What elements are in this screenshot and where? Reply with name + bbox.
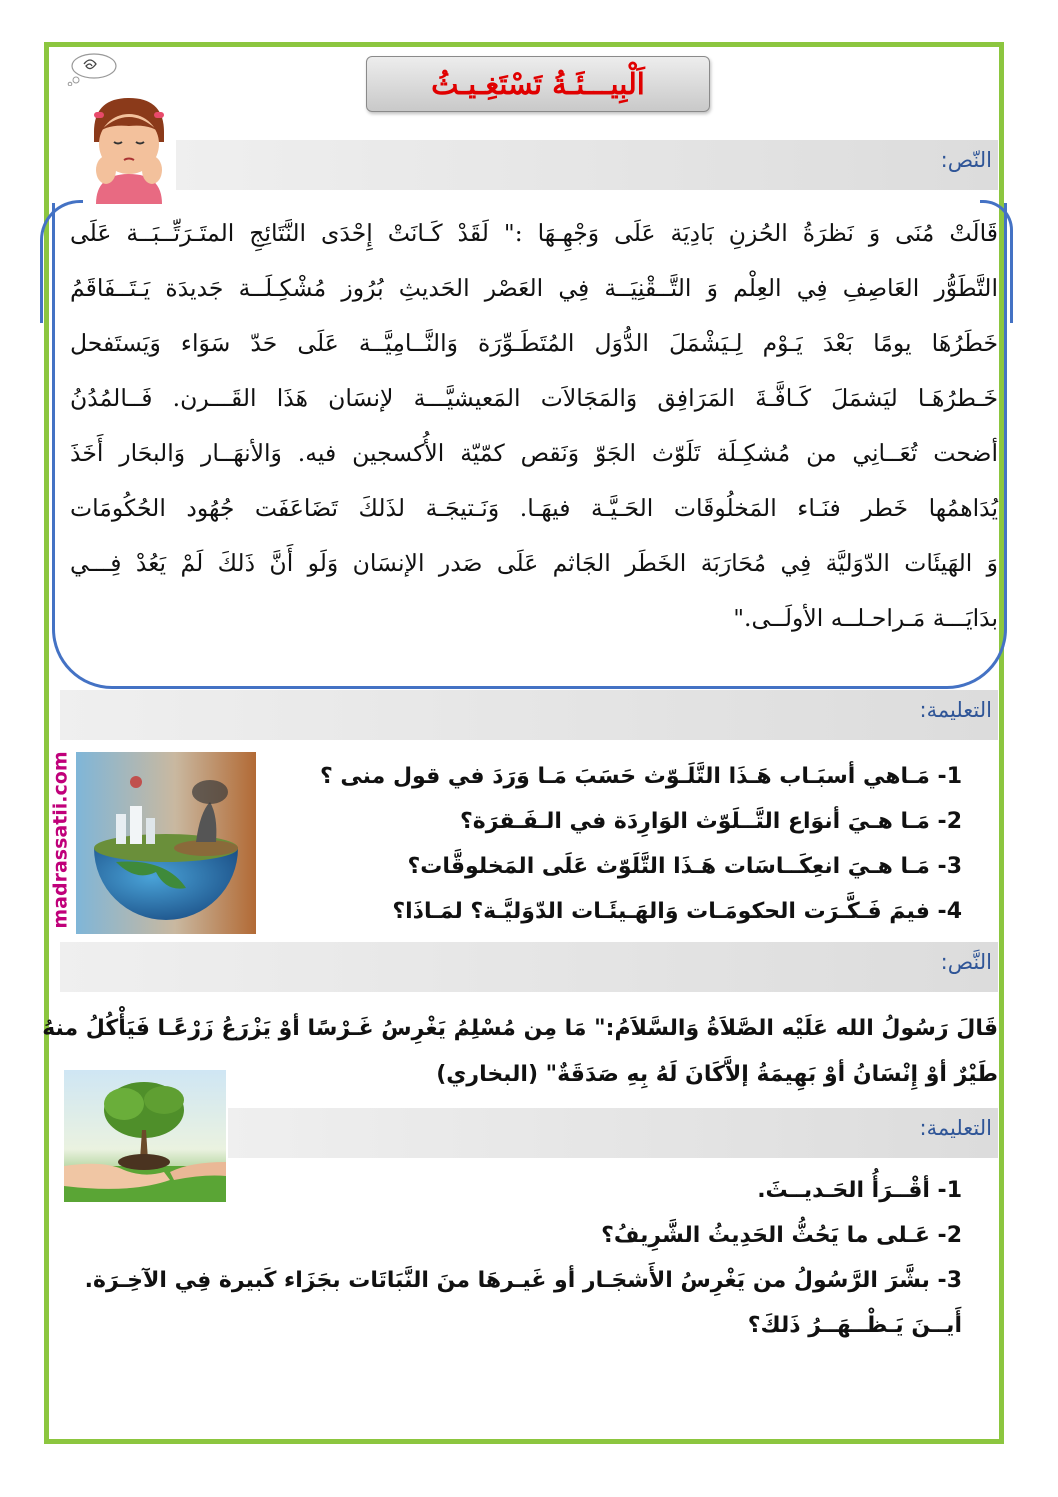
passage-line: خَـطرُهَـا ليَشمَلَ كَـافَّـةَ المَرَافِق وَالمَجَالاَت المَعيشيَّـــة لإنسَان هَذَا القَـــرن. فَــالمُدُنُ — [70, 384, 998, 412]
question-list-2 — [72, 1168, 962, 1348]
instruction-header-2 — [228, 1108, 998, 1158]
passage-line: يُدَاهمُها خَطر فنَـاء المَخلُوقَات الحَـيَّـة فيهَـا. وَنَـتيجَـة لذَلكَ تَضَاعَفَت جُهُود الحُكُومَات — [70, 494, 998, 522]
question-list-1 — [320, 754, 962, 934]
passage-line: بدَايَـــة مَـراحـلــه الأولَــى." — [733, 604, 998, 632]
site-watermark — [46, 720, 76, 960]
sad-girl-icon — [86, 92, 172, 204]
question-item: 3- بشَّرَ الرَّسُولُ من يَغْرِسُ الأَشجَـار أو غَيـرهَا منَ النَّبَاتَات بجَزَاء كَبيرة فِي الآخِـرَة. أَيــنَ يَـظْــهَــرُ ذَلكَ؟ — [84, 1268, 962, 1338]
question-item: 2- مَـا هـيَ أنوَاع التَّــلَوّث الوَارِدَة في الـفَـقرَة؟ — [459, 809, 962, 834]
section-header-label: النَّص: — [940, 950, 992, 974]
watermark-text: madrassatii.com — [50, 751, 73, 929]
hadith-line: طَيْرٌ أوْ إِنْسَانُ أوْ بَهِيمَةُ إلاَّكَانَ لَهُ بِهِ صَدَقَةٌ" (البخاري) — [436, 1062, 998, 1087]
polluted-earth-image — [76, 752, 256, 934]
instruction-header-label: التعليمة: — [919, 698, 992, 722]
hadith-line: قَالَ رَسُولُ الله عَلَيْه الصَّلاَةُ وَالسَّلاَمُ:" مَا مِن مُسْلِمُ يَغْرِسُ غَـرْسًا أوْ يَزْرَعُ زَرْعًـا فَيَأْكُلُ منهُ — [42, 1016, 998, 1041]
section-header-text — [176, 140, 998, 190]
question-item: 2- عَـلى ما يَحُثُّ الحَدِيثُ الشَّرِيفُ؟ — [601, 1223, 962, 1248]
question-item: 3- مَـا هـيَ انعِكَــاسَات هَـذَا التَّلَوّث عَلَى المَخلوقَّات؟ — [407, 854, 962, 879]
passage-text — [70, 206, 998, 646]
section-header-label: النّص: — [940, 148, 992, 172]
instruction-header-label: التعليمة: — [919, 1116, 992, 1140]
passage-line: أضحت تُعَــانِي من مُشكِـلَة تَلَوّث الجَوّ وَنَقص كمّيّة الأُكسجين فيه. وَالأنهَــار وَالبحَار أَخَذَ — [70, 439, 998, 467]
instruction-header — [60, 690, 998, 740]
question-item: 4- فيمَ فَـكَّـرَت الحكومَـات وَالهَـيئَـات الدّوَليَّـة؟ لمَـاذَا؟ — [392, 899, 962, 924]
passage-line: خَطَرُهَا يومًا بَعْدَ يَـوْم لِـيَشْمَلَ الدُّوَل المُتَطَـوِّرَة وَالنَّــامِيَّــة عَلَى حَدّ سَوَاء وَيَستَفحل — [70, 329, 998, 357]
question-item: 1- أقْــرَأُ الحَـديــثَ. — [757, 1178, 962, 1203]
question-item: 1- مَـاهي أسبَـاب هَـذَا التَّلَـوّث حَسَبَ مَـا وَرَدَ في قول منى ؟ — [320, 764, 962, 789]
thought-bubble-icon — [64, 52, 120, 86]
passage-line: وَ الهَيئَات الدّوَليَّة فِي مُحَارَبَة الخَطَر الجَاثم عَلَى صَدر الإنسَان وَلَو أَنَّ ذَلكَ لَمْ يَعُدْ فِـــي — [70, 549, 998, 577]
passage-line: التَّطَوُّر العَاصِفِ فِي العِلْم وَ التَّــقْنِيَــة فِي العَصْر الحَديثِ بُرُوز مُشْكِـلَــة جَديدَة يَـتَــفَاقَمُ — [70, 274, 998, 302]
page-title: اَلْبِيـــئَـةُ تَسْتَغِـيـثُ — [366, 56, 710, 112]
section-header-hadith — [60, 942, 998, 992]
passage-line: قَالَتْ مُنَى وَ نَظرَةُ الحُزنِ بَادِيَة عَلَى وَجْهِـهَا :" لَقَدْ كَـانَتْ إِحْدَى النَّتَائِجِ المتَـرَتِّــبَــة عَلَى — [70, 219, 998, 247]
